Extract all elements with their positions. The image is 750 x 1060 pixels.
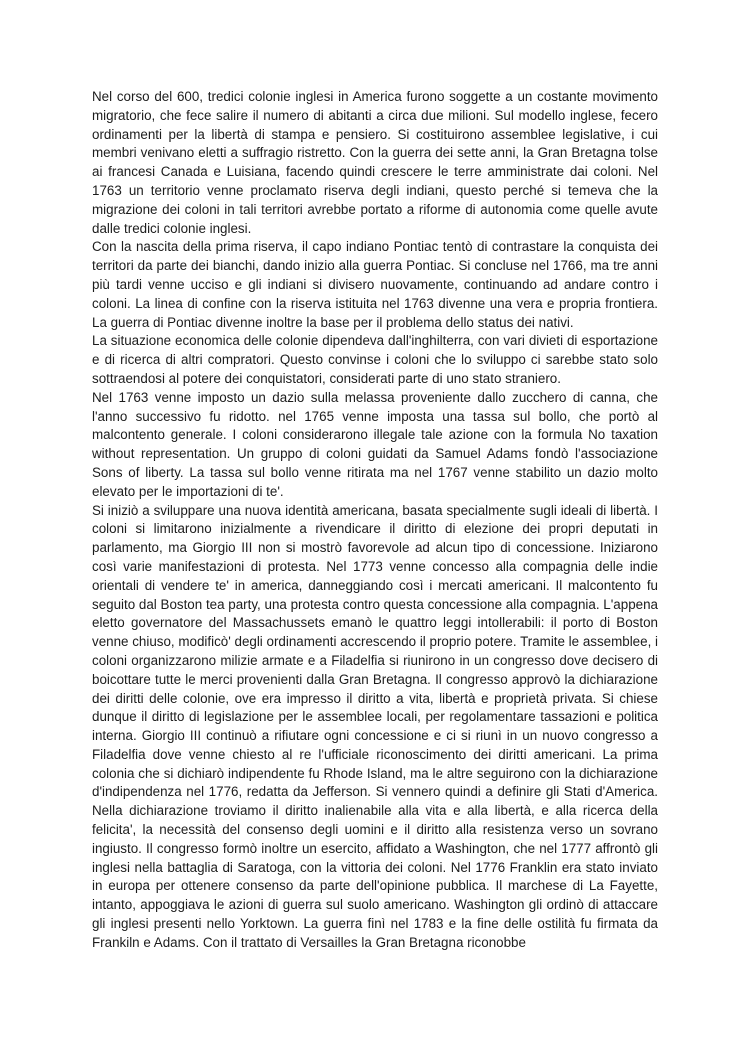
paragraph-taxes: Nel 1763 venne imposto un dazio sulla melassa proveniente dallo zucchero di canna, che l'anno successivo fu ridotto. nel 1765 venne imposta una tassa sul bollo, che portò al malcontento generale. I coloni considerarono illegale tale azione con la formula No taxation without representation. Un gruppo di coloni guidati da Samuel Adams fondò l'associazione Sons of liberty. La tassa sul bollo venne ritirata ma nel 1767 venne stabilito un dazio molto elevato per le importazioni di te'. — [92, 389, 658, 499]
paragraph-colonies-origin: Nel corso del 600, tredici colonie inglesi in America furono soggette a un costante movimento migratorio, che fece salire il numero di abitanti a circa due milioni. Sul modello inglese, fecero ordinamenti per la libertà di stampa e pensiero. Si costituirono assemblee legislative, i cui membri venivano eletti a suffragio ristretto. Con la guerra dei sette anni, la Gran Bretagna tolse ai francesi Canada e Luisiana, facendo quindi crescere le terre amministrate dai coloni. Nel 1763 un territorio venne proclamato riserva degli indiani, questo perché si temeva che la migrazione dei coloni in tali territori avrebbe portato a riforme di autonomia come quelle avute dalle tredici colonie inglesi. — [92, 89, 658, 236]
paragraph-economic-situation: La situazione economica delle colonie dipendeva dall'inghilterra, con vari divieti di esportazione e di ricerca di altri compratori. Questo convinse i coloni che lo sviluppo ci sarebbe stato solo sottraendosi al potere dei conquistatori, considerati parte di uno stato straniero. — [92, 333, 658, 386]
paragraph-independence: Si iniziò a sviluppare una nuova identità americana, basata specialmente sugli ideali di libertà. I coloni si limitarono inizialmente a rivendicare il diritto di elezione dei propri deputati in parlamento, ma Giorgio III non si mostrò favorevole ad alcun tipo di concessione. Iniziarono così varie manifestazioni di protesta. Nel 1773 venne concesso alla compagnia delle indie orientali di vendere te' in america, danneggiando così i mercati americani. Il malcontento fu seguito dal Boston tea party, una protesta contro questa concessione alla compagnia. L'appena eletto governatore del Massachussets emanò le quattro leggi intollerabili: il porto di Boston venne chiuso, modificò' degli ordinamenti accrescendo il proprio potere. Tramite le assemblee, i coloni organizzarono milizie armate e a Filadelfia si riunirono in un congresso dove decisero di boicottare tutte le merci provenienti dalla Gran Bretagna. Il congresso approvò la dichiarazione dei diritti delle colonie, ove era impresso il diritto a vita, libertà e proprietà privata. Si chiese dunque il diritto di legislazione per le assemblee locali, per regolamentare tassazioni e politica interna. Giorgio III continuò a rifiutare ogni concessione e ci si riunì in un nuovo congresso a Filadelfia dove venne chiesto al re l'ufficiale riconoscimento dei diritti americani. La prima colonia che si dichiarò indipendente fu Rhode Island, ma le altre seguirono con la dichiarazione d'indipendenza nel 1776, redatta da Jefferson. Si vennero quindi a definire gli Stati d'America. Nella dichiarazione troviamo il diritto inalienabile alla vita e alla libertà, e alla ricerca della felicita', la necessità del consenso degli uomini e il diritto alla resistenza verso un sovrano ingiusto. Il congresso formò inoltre un esercito, affidato a Washington, che nel 1777 affrontò gli inglesi nella battaglia di Saratoga, con la vittoria dei coloni. Nel 1776 Franklin era stato inviato in europa per ottenere consenso da parte dell'opinione pubblica. Il marchese di La Fayette, intanto, appoggiava le azioni di guerra sul suolo americano. Washington gli ordinò di attaccare gli inglesi presenti nello Yorktown. La guerra finì nel 1783 e la fine delle ostilità fu firmata da Frankiln e Adams. Con il trattato di Versailles la Gran Bretagna riconobbe — [92, 502, 658, 950]
paragraph-pontiac-war: Con la nascita della prima riserva, il capo indiano Pontiac tentò di contrastare la conquista dei territori da parte dei bianchi, dando inizio alla guerra Pontiac. Si concluse nel 1766, ma tre anni più tardi venne ucciso e gli indiani si divisero nuovamente, continuando ad andare contro i coloni. La linea di confine con la riserva istituita nel 1763 divenne una vera e propria frontiera. La guerra di Pontiac divenne inoltre la base per il problema dello status dei nativi. — [92, 239, 658, 330]
